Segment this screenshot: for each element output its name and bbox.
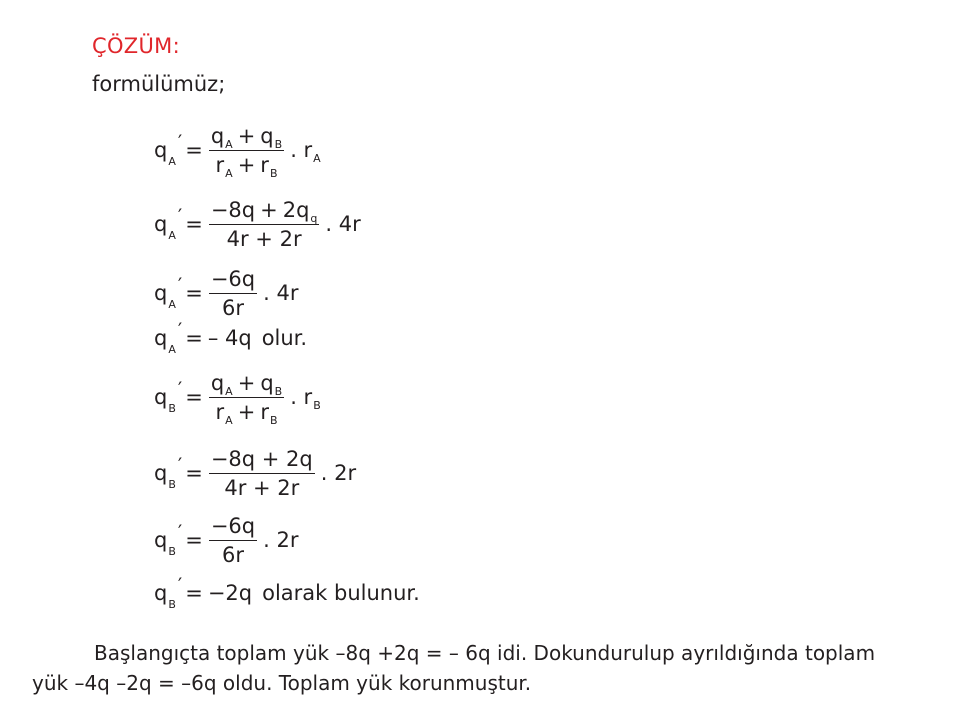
denominator: 6r <box>221 543 244 568</box>
paragraph-line-2: yük –4q –2q = –6q oldu. Toplam yük korunmuştur. <box>32 671 532 695</box>
multiplier: . 2r <box>320 461 357 486</box>
result-value: – 4q <box>207 326 252 350</box>
lhs-subscript: A <box>168 298 176 312</box>
prime-mark: ′ <box>177 319 183 341</box>
result-word: olarak bulunur. <box>262 581 420 605</box>
equation-8 <box>154 574 420 611</box>
lhs-subscript: B <box>168 545 176 559</box>
fraction <box>209 124 284 181</box>
denominator: 6r <box>221 296 244 321</box>
lhs-qb-prime <box>154 378 183 416</box>
multiplier <box>290 138 321 166</box>
denominator <box>214 151 280 181</box>
equation-1 <box>154 124 321 181</box>
lhs-subscript: A <box>168 343 176 356</box>
numerator: −8q + 2q <box>209 448 315 474</box>
prime-mark: ′ <box>177 274 183 297</box>
num-term: −8q <box>210 198 256 222</box>
lhs-qa-prime <box>154 205 183 243</box>
numerator: −6q <box>209 515 257 541</box>
solution-heading: ÇÖZÜM: <box>92 34 180 58</box>
lhs-qa-prime <box>154 274 183 312</box>
num-sub: B <box>274 138 283 151</box>
num-term: q <box>210 124 225 148</box>
lhs-subscript: A <box>168 229 176 243</box>
numerator: −6q <box>209 268 257 294</box>
prime-mark: ′ <box>177 205 183 228</box>
equals-sign: = <box>185 138 203 163</box>
fraction <box>209 268 257 319</box>
lhs-symbol: q <box>154 528 168 553</box>
result-word: olur. <box>261 326 308 350</box>
prime-mark: ′ <box>177 454 183 477</box>
numerator <box>209 372 284 398</box>
den-term: r <box>260 400 269 425</box>
equation-2 <box>154 199 361 250</box>
lhs-qa-prime <box>154 131 183 169</box>
num-sub: B <box>274 385 283 398</box>
lhs-qb-prime <box>154 521 183 559</box>
den-term: r <box>215 400 225 425</box>
equation-5 <box>154 371 321 428</box>
den-term: r <box>260 153 269 178</box>
lhs-symbol: q <box>154 281 168 306</box>
lhs-subscript: B <box>168 478 176 492</box>
equals-sign: = <box>185 326 203 350</box>
equation-7 <box>154 515 298 566</box>
equation-3 <box>154 268 298 319</box>
lhs-subscript: B <box>168 598 176 611</box>
multiplier-sub: B <box>313 399 321 413</box>
denominator: 4r + 2r <box>226 227 302 252</box>
prime-mark: ′ <box>177 574 183 596</box>
den-sub: A <box>225 414 233 428</box>
equation-6 <box>154 448 356 499</box>
multiplier: . 4r <box>325 212 361 237</box>
lhs-qb-prime <box>154 574 183 611</box>
numerator <box>209 199 320 225</box>
lhs-symbol: q <box>154 461 168 486</box>
plus-sign: + <box>237 124 256 148</box>
equation-4 <box>154 319 308 356</box>
num-sub: A <box>225 385 233 398</box>
plus-sign: + <box>237 400 256 425</box>
lhs-qa-prime <box>154 319 183 356</box>
den-sub: B <box>269 414 278 428</box>
multiplier-text: . r <box>290 138 313 163</box>
multiplier-text: . r <box>290 385 313 410</box>
denominator <box>214 398 280 428</box>
fraction <box>209 448 315 499</box>
num-term: q <box>260 124 274 148</box>
lhs-subscript: A <box>168 155 176 169</box>
lhs-symbol: q <box>154 581 168 605</box>
plus-sign: + <box>260 198 278 222</box>
equals-sign: = <box>185 528 203 553</box>
result-value: −2q <box>207 581 253 605</box>
lhs-qb-prime <box>154 454 183 492</box>
multiplier: . 2r <box>263 528 299 553</box>
fraction <box>209 515 257 566</box>
plus-sign: + <box>237 371 256 395</box>
denominator: 4r + 2r <box>224 476 300 501</box>
multiplier: . 4r <box>263 281 299 306</box>
lhs-symbol: q <box>154 385 168 410</box>
prime-mark: ′ <box>177 378 183 401</box>
prime-mark: ′ <box>177 131 183 154</box>
lhs-symbol: q <box>154 212 168 237</box>
paragraph-line-1: Başlangıçta toplam yük –8q +2q = – 6q idi. Dokundurulup ayrıldığında toplam <box>94 641 876 665</box>
prime-mark: ′ <box>177 521 183 544</box>
equals-sign: = <box>185 281 203 306</box>
numerator <box>209 125 284 151</box>
equals-sign: = <box>185 581 203 605</box>
lhs-symbol: q <box>154 138 168 163</box>
num-term: q <box>210 371 225 395</box>
den-sub: B <box>269 167 278 181</box>
num-sub: q <box>310 212 318 225</box>
lhs-subscript: B <box>168 402 176 416</box>
conclusion-paragraph <box>32 638 932 698</box>
num-sub: A <box>225 138 233 151</box>
intro-text: formülümüz; <box>92 72 226 96</box>
den-term: r <box>215 153 225 178</box>
fraction <box>209 371 284 428</box>
den-sub: A <box>225 167 233 181</box>
fraction <box>209 199 320 250</box>
lhs-symbol: q <box>154 326 168 350</box>
equals-sign: = <box>185 212 203 237</box>
multiplier <box>290 385 321 413</box>
num-term: q <box>260 371 274 395</box>
equals-sign: = <box>185 461 203 486</box>
equals-sign: = <box>185 385 203 410</box>
multiplier-sub: A <box>313 152 321 166</box>
plus-sign: + <box>237 153 256 178</box>
num-term: 2q <box>282 198 310 222</box>
